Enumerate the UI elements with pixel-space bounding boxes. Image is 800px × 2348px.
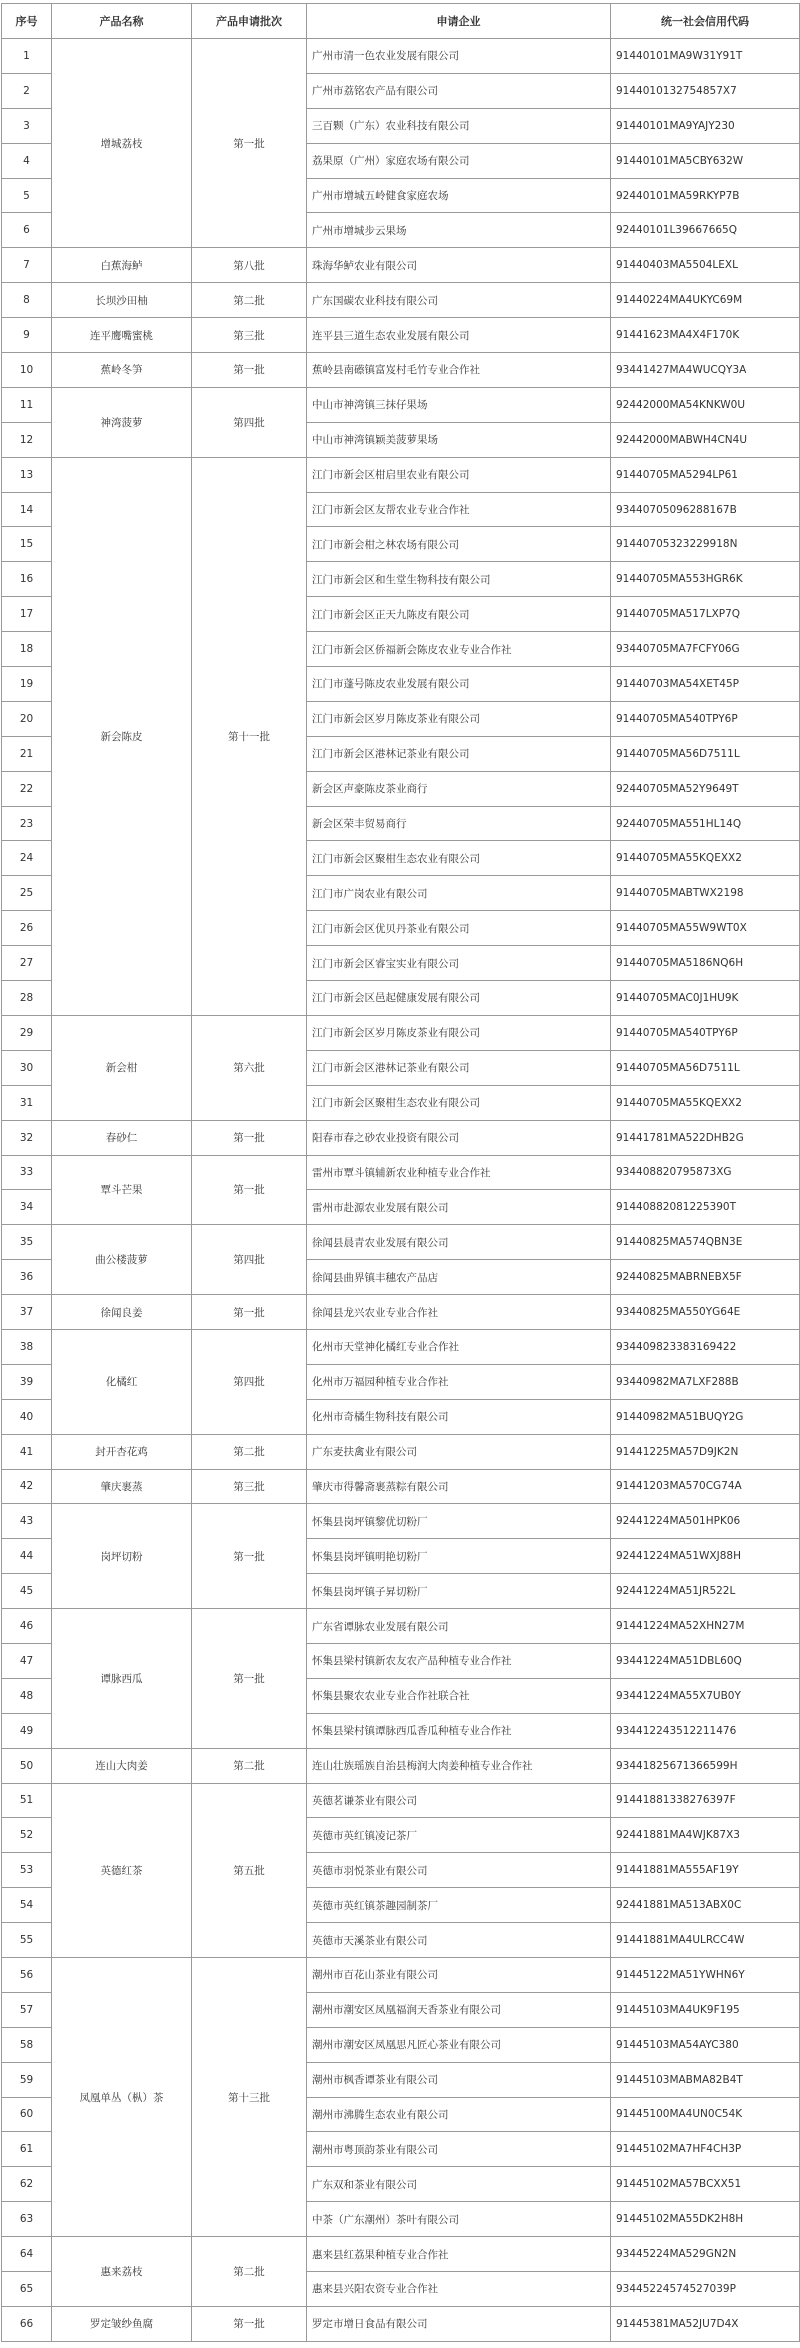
credit-code: 91440403MA5504LEXL xyxy=(611,248,800,283)
applicant-company: 蕉岭县南礤镇富岌村毛竹专业合作社 xyxy=(307,353,611,388)
applicant-company: 惠来县红荔果种植专业合作社 xyxy=(307,2237,611,2272)
applicant-company: 潮州市枫香谭茶业有限公司 xyxy=(307,2062,611,2097)
applicant-company: 江门市新会区港林记茶业有限公司 xyxy=(307,1050,611,1085)
product-name: 增城荔枝 xyxy=(52,39,192,248)
credit-code: 91440705MA55KQEXX2 xyxy=(611,841,800,876)
row-index: 37 xyxy=(2,1295,52,1330)
application-batch: 第二批 xyxy=(192,283,307,318)
application-batch: 第一批 xyxy=(192,353,307,388)
credit-code: 91440705MA5186NQ6H xyxy=(611,946,800,981)
table-row xyxy=(2,1225,800,1260)
row-index: 47 xyxy=(2,1643,52,1678)
applicant-company: 英德市羽悦茶业有限公司 xyxy=(307,1853,611,1888)
credit-code: 934409823383169422 xyxy=(611,1329,800,1364)
applicant-company: 江门市新会柑之林农场有限公司 xyxy=(307,527,611,562)
credit-code: 93441224MA51DBL60Q xyxy=(611,1643,800,1678)
table-row xyxy=(2,2237,800,2272)
row-index: 2 xyxy=(2,73,52,108)
product-name: 曲公楼菠萝 xyxy=(52,1225,192,1295)
applicant-company: 肇庆市得馨斋裹蒸粽有限公司 xyxy=(307,1469,611,1504)
applicant-company: 罗定市增日食品有限公司 xyxy=(307,2306,611,2341)
table-row xyxy=(2,1609,800,1644)
table-row xyxy=(2,1434,800,1469)
product-name: 新会柑 xyxy=(52,1015,192,1120)
table-row xyxy=(2,1015,800,1050)
credit-code: 91440705323229918N xyxy=(611,527,800,562)
row-index: 25 xyxy=(2,876,52,911)
applicant-company: 潮州市潮安区凤凰思凡匠心茶业有限公司 xyxy=(307,2027,611,2062)
credit-code: 91440705MA553HGR6K xyxy=(611,562,800,597)
applicant-company: 江门市新会区睿宝实业有限公司 xyxy=(307,946,611,981)
row-index: 34 xyxy=(2,1190,52,1225)
credit-code: 91440101MA5CBY632W xyxy=(611,143,800,178)
row-index: 15 xyxy=(2,527,52,562)
applicant-company: 英德茗谦茶业有限公司 xyxy=(307,1783,611,1818)
applicant-company: 江门市新会区柑启里农业有限公司 xyxy=(307,457,611,492)
applicant-company: 怀集县聚农农业专业合作社联合社 xyxy=(307,1678,611,1713)
table-header xyxy=(2,4,800,39)
applicant-company: 怀集县岗坪镇黎优切粉厂 xyxy=(307,1504,611,1539)
row-index: 7 xyxy=(2,248,52,283)
header-index: 序号 xyxy=(2,4,52,39)
applicant-company: 广东麦扶禽业有限公司 xyxy=(307,1434,611,1469)
application-batch: 第六批 xyxy=(192,1015,307,1120)
credit-code: 91440101MA9W31Y91T xyxy=(611,39,800,74)
row-index: 36 xyxy=(2,1260,52,1295)
row-index: 38 xyxy=(2,1329,52,1364)
product-name: 长坝沙田柚 xyxy=(52,283,192,318)
row-index: 21 xyxy=(2,736,52,771)
credit-code: 92440705MA52Y9649T xyxy=(611,771,800,806)
applicant-company: 化州市奇橘生物科技有限公司 xyxy=(307,1399,611,1434)
row-index: 28 xyxy=(2,981,52,1016)
applicant-company: 连山壮族瑶族自治县梅润大肉姜种植专业合作社 xyxy=(307,1748,611,1783)
table-row xyxy=(2,387,800,422)
product-name: 白蕉海鲈 xyxy=(52,248,192,283)
table-row xyxy=(2,39,800,74)
product-name: 神湾菠萝 xyxy=(52,387,192,457)
applicant-company: 江门市新会区正天九陈皮有限公司 xyxy=(307,597,611,632)
applicant-company: 江门市新会区邑起健康发展有限公司 xyxy=(307,981,611,1016)
table-row xyxy=(2,1329,800,1364)
applicant-company: 阳春市春之砂农业投资有限公司 xyxy=(307,1120,611,1155)
row-index: 14 xyxy=(2,492,52,527)
row-index: 9 xyxy=(2,318,52,353)
credit-code: 93440982MA7LXF288B xyxy=(611,1364,800,1399)
product-name: 春砂仁 xyxy=(52,1120,192,1155)
applicant-company: 江门市新会区友帮农业专业合作社 xyxy=(307,492,611,527)
product-name: 连山大肉姜 xyxy=(52,1748,192,1783)
application-batch: 第四批 xyxy=(192,1225,307,1295)
credit-code: 91440705MABTWX2198 xyxy=(611,876,800,911)
applicant-company: 徐闻县曲界镇丰穗农产品店 xyxy=(307,1260,611,1295)
applicant-company: 三百颗（广东）农业科技有限公司 xyxy=(307,108,611,143)
row-index: 20 xyxy=(2,701,52,736)
credit-code: 91445103MABMA82B4T xyxy=(611,2062,800,2097)
row-index: 27 xyxy=(2,946,52,981)
credit-code: 91441881338276397F xyxy=(611,1783,800,1818)
row-index: 8 xyxy=(2,283,52,318)
header-credit-code: 统一社会信用代码 xyxy=(611,4,800,39)
row-index: 18 xyxy=(2,632,52,667)
applicant-company: 江门市新会区岁月陈皮茶业有限公司 xyxy=(307,701,611,736)
application-batch: 第二批 xyxy=(192,2237,307,2307)
row-index: 40 xyxy=(2,1399,52,1434)
applicant-company: 江门市新会区港林记茶业有限公司 xyxy=(307,736,611,771)
applicant-company: 广东省谭脉农业发展有限公司 xyxy=(307,1609,611,1644)
credit-code: 91440705MA55W9WT0X xyxy=(611,911,800,946)
applicant-company: 英德市天溪茶业有限公司 xyxy=(307,1923,611,1958)
applicant-company: 广州市清一色农业发展有限公司 xyxy=(307,39,611,74)
credit-code: 92441224MA51JR522L xyxy=(611,1574,800,1609)
applicant-company: 荔果原（广州）家庭农场有限公司 xyxy=(307,143,611,178)
row-index: 57 xyxy=(2,1992,52,2027)
row-index: 31 xyxy=(2,1085,52,1120)
application-batch: 第二批 xyxy=(192,1748,307,1783)
row-index: 17 xyxy=(2,597,52,632)
credit-code: 92441224MA501HPK06 xyxy=(611,1504,800,1539)
row-index: 16 xyxy=(2,562,52,597)
applicant-company: 潮州市潮安区凤凰福润天香茶业有限公司 xyxy=(307,1992,611,2027)
applicant-company: 雷州市覃斗镇辅新农业种植专业合作社 xyxy=(307,1155,611,1190)
row-index: 66 xyxy=(2,2306,52,2341)
credit-code: 91445103MA54AYC380 xyxy=(611,2027,800,2062)
product-name: 谭脉西瓜 xyxy=(52,1609,192,1749)
product-name: 覃斗芒果 xyxy=(52,1155,192,1225)
applicant-company: 广州市增城五岭健食家庭农场 xyxy=(307,178,611,213)
applicant-company: 怀集县岗坪镇明艳切粉厂 xyxy=(307,1539,611,1574)
credit-code: 93440825MA550YG64E xyxy=(611,1295,800,1330)
row-index: 32 xyxy=(2,1120,52,1155)
row-index: 61 xyxy=(2,2132,52,2167)
header-row xyxy=(2,4,800,39)
credit-code: 91445102MA55DK2H8H xyxy=(611,2202,800,2237)
applicant-company: 潮州市百花山茶业有限公司 xyxy=(307,1957,611,1992)
application-batch: 第一批 xyxy=(192,1120,307,1155)
credit-code: 91441203MA570CG74A xyxy=(611,1469,800,1504)
credit-code: 91440705MA5294LP61 xyxy=(611,457,800,492)
product-name: 凤凰单丛（枞）茶 xyxy=(52,1957,192,2236)
row-index: 45 xyxy=(2,1574,52,1609)
credit-code: 92440101MA59RKYP7B xyxy=(611,178,800,213)
table-row xyxy=(2,353,800,388)
row-index: 48 xyxy=(2,1678,52,1713)
row-index: 12 xyxy=(2,422,52,457)
row-index: 10 xyxy=(2,353,52,388)
row-index: 1 xyxy=(2,39,52,74)
credit-code: 91440882081225390T xyxy=(611,1190,800,1225)
applicant-company: 江门市新会区侨福新会陈皮农业专业合作社 xyxy=(307,632,611,667)
credit-code: 93441427MA4WUCQY3A xyxy=(611,353,800,388)
credit-code: 91440705MA55KQEXX2 xyxy=(611,1085,800,1120)
row-index: 64 xyxy=(2,2237,52,2272)
credit-code: 91440705MA540TPY6P xyxy=(611,701,800,736)
row-index: 33 xyxy=(2,1155,52,1190)
applicant-company: 惠来县兴阳农资专业合作社 xyxy=(307,2272,611,2307)
applicant-company: 江门市广岗农业有限公司 xyxy=(307,876,611,911)
table-row xyxy=(2,1295,800,1330)
row-index: 30 xyxy=(2,1050,52,1085)
row-index: 53 xyxy=(2,1853,52,1888)
product-name: 岗坪切粉 xyxy=(52,1504,192,1609)
table-row xyxy=(2,248,800,283)
applicant-company: 广东国碳农业科技有限公司 xyxy=(307,283,611,318)
credit-code: 91445103MA4UK9F195 xyxy=(611,1992,800,2027)
table-body xyxy=(2,39,800,2342)
table-row xyxy=(2,1748,800,1783)
applicant-company: 徐闻县晨青农业发展有限公司 xyxy=(307,1225,611,1260)
header-batch: 产品申请批次 xyxy=(192,4,307,39)
credit-code: 92440101L39667665Q xyxy=(611,213,800,248)
applicant-company: 江门市新会区优贝丹茶业有限公司 xyxy=(307,911,611,946)
table-row xyxy=(2,1120,800,1155)
row-index: 6 xyxy=(2,213,52,248)
row-index: 13 xyxy=(2,457,52,492)
credit-code: 92441881MA513ABX0C xyxy=(611,1888,800,1923)
applicant-company: 江门市蓬号陈皮农业发展有限公司 xyxy=(307,667,611,702)
row-index: 43 xyxy=(2,1504,52,1539)
table-row xyxy=(2,1469,800,1504)
row-index: 19 xyxy=(2,667,52,702)
row-index: 35 xyxy=(2,1225,52,1260)
applicant-company: 广州市荔铭农产品有限公司 xyxy=(307,73,611,108)
table-row xyxy=(2,318,800,353)
applicant-company: 化州市天堂神化橘红专业合作社 xyxy=(307,1329,611,1364)
application-batch: 第十三批 xyxy=(192,1957,307,2236)
applicant-company: 英德市英红镇茶趣园制茶厂 xyxy=(307,1888,611,1923)
row-index: 26 xyxy=(2,911,52,946)
application-batch: 第二批 xyxy=(192,1434,307,1469)
product-name: 化橘红 xyxy=(52,1329,192,1434)
credit-code: 91441224MA52XHN27M xyxy=(611,1609,800,1644)
product-name: 封开杏花鸡 xyxy=(52,1434,192,1469)
row-index: 56 xyxy=(2,1957,52,1992)
credit-code: 9144010132754857X7 xyxy=(611,73,800,108)
application-batch: 第四批 xyxy=(192,1329,307,1434)
credit-code: 91440705MA56D7511L xyxy=(611,736,800,771)
row-index: 62 xyxy=(2,2167,52,2202)
row-index: 52 xyxy=(2,1818,52,1853)
credit-code: 92440705MA551HL14Q xyxy=(611,806,800,841)
row-index: 42 xyxy=(2,1469,52,1504)
credit-code: 91441225MA57D9JK2N xyxy=(611,1434,800,1469)
credit-code: 93445224574527039P xyxy=(611,2272,800,2307)
credit-code: 91441881MA4ULRCC4W xyxy=(611,1923,800,1958)
header-company: 申请企业 xyxy=(307,4,611,39)
credit-code: 91441623MA4X4F170K xyxy=(611,318,800,353)
applicant-company: 连平县三道生态农业发展有限公司 xyxy=(307,318,611,353)
credit-code: 93445224MA529GN2N xyxy=(611,2237,800,2272)
row-index: 50 xyxy=(2,1748,52,1783)
applicant-company: 潮州市沸腾生态农业有限公司 xyxy=(307,2097,611,2132)
applicant-company: 潮州市粤顶韵茶业有限公司 xyxy=(307,2132,611,2167)
credit-code: 91445100MA4UN0C54K xyxy=(611,2097,800,2132)
applicant-company: 江门市新会区聚柑生态农业有限公司 xyxy=(307,841,611,876)
application-batch: 第一批 xyxy=(192,2306,307,2341)
applicant-company: 中茶（广东潮州）茶叶有限公司 xyxy=(307,2202,611,2237)
credit-code: 91440825MA574QBN3E xyxy=(611,1225,800,1260)
product-name: 肇庆裹蒸 xyxy=(52,1469,192,1504)
row-index: 49 xyxy=(2,1713,52,1748)
credit-code: 93441224MA55X7UB0Y xyxy=(611,1678,800,1713)
application-batch: 第一批 xyxy=(192,39,307,248)
credit-code: 93440705MA7FCFY06G xyxy=(611,632,800,667)
credit-code: 93440705096288167B xyxy=(611,492,800,527)
header-product: 产品名称 xyxy=(52,4,192,39)
credit-code: 92442000MABWH4CN4U xyxy=(611,422,800,457)
table-row xyxy=(2,1155,800,1190)
application-batch: 第十一批 xyxy=(192,457,307,1015)
row-index: 60 xyxy=(2,2097,52,2132)
applicant-company: 新会区声豪陈皮茶业商行 xyxy=(307,771,611,806)
application-batch: 第一批 xyxy=(192,1155,307,1225)
table-row xyxy=(2,1783,800,1818)
product-name: 蕉岭冬笋 xyxy=(52,353,192,388)
credit-code: 91440982MA51BUQY2G xyxy=(611,1399,800,1434)
credit-code: 934408820795873XG xyxy=(611,1155,800,1190)
credit-code: 92440825MABRNEBX5F xyxy=(611,1260,800,1295)
applicant-company: 徐闻县龙兴农业专业合作社 xyxy=(307,1295,611,1330)
row-index: 54 xyxy=(2,1888,52,1923)
applicant-company: 江门市新会区岁月陈皮茶业有限公司 xyxy=(307,1015,611,1050)
applicant-company: 中山市神湾镇颖美菠萝果场 xyxy=(307,422,611,457)
applicant-company: 化州市万福园种植专业合作社 xyxy=(307,1364,611,1399)
applicant-company: 雷州市赴源农业发展有限公司 xyxy=(307,1190,611,1225)
row-index: 5 xyxy=(2,178,52,213)
row-index: 11 xyxy=(2,387,52,422)
credit-code: 934412243512211476 xyxy=(611,1713,800,1748)
credit-code: 92441224MA51WXJ88H xyxy=(611,1539,800,1574)
row-index: 63 xyxy=(2,2202,52,2237)
applicant-company: 中山市神湾镇三抹仔果场 xyxy=(307,387,611,422)
applicant-company: 珠海华鲈农业有限公司 xyxy=(307,248,611,283)
product-name: 惠来荔枝 xyxy=(52,2237,192,2307)
table-row xyxy=(2,283,800,318)
application-batch: 第八批 xyxy=(192,248,307,283)
credit-code: 91440705MA540TPY6P xyxy=(611,1015,800,1050)
table-row xyxy=(2,457,800,492)
applicant-company: 广州市增城步云果场 xyxy=(307,213,611,248)
row-index: 24 xyxy=(2,841,52,876)
credit-code: 93441825671366599H xyxy=(611,1748,800,1783)
credit-code: 91445381MA52JU7D4X xyxy=(611,2306,800,2341)
row-index: 29 xyxy=(2,1015,52,1050)
applicant-company: 怀集县梁村镇新农友农产品种植专业合作社 xyxy=(307,1643,611,1678)
row-index: 58 xyxy=(2,2027,52,2062)
row-index: 51 xyxy=(2,1783,52,1818)
credit-code: 91445122MA51YWHN6Y xyxy=(611,1957,800,1992)
row-index: 59 xyxy=(2,2062,52,2097)
table-row xyxy=(2,1504,800,1539)
row-index: 3 xyxy=(2,108,52,143)
application-batch: 第一批 xyxy=(192,1609,307,1749)
applicant-company: 新会区荣丰贸易商行 xyxy=(307,806,611,841)
application-batch: 第一批 xyxy=(192,1295,307,1330)
application-batch: 第一批 xyxy=(192,1504,307,1609)
row-index: 65 xyxy=(2,2272,52,2307)
applicant-company: 怀集县梁村镇谭脉西瓜香瓜种植专业合作社 xyxy=(307,1713,611,1748)
row-index: 41 xyxy=(2,1434,52,1469)
credit-code: 91441881MA555AF19Y xyxy=(611,1853,800,1888)
credit-code: 92442000MA54KNKW0U xyxy=(611,387,800,422)
applicant-company: 江门市新会区和生堂生物科技有限公司 xyxy=(307,562,611,597)
applicant-company: 怀集县岗坪镇子昇切粉厂 xyxy=(307,1574,611,1609)
product-name: 英德红茶 xyxy=(52,1783,192,1957)
product-name: 徐闻良姜 xyxy=(52,1295,192,1330)
row-index: 23 xyxy=(2,806,52,841)
row-index: 55 xyxy=(2,1923,52,1958)
product-name: 新会陈皮 xyxy=(52,457,192,1015)
product-name: 连平鹰嘴蜜桃 xyxy=(52,318,192,353)
row-index: 4 xyxy=(2,143,52,178)
application-batch: 第四批 xyxy=(192,387,307,457)
product-name: 罗定皱纱鱼腐 xyxy=(52,2306,192,2341)
credit-code: 91440101MA9YAJY230 xyxy=(611,108,800,143)
application-batch: 第五批 xyxy=(192,1783,307,1957)
credit-code: 91440703MA54XET45P xyxy=(611,667,800,702)
row-index: 39 xyxy=(2,1364,52,1399)
table-row xyxy=(2,2306,800,2341)
registration-table xyxy=(1,3,800,2342)
credit-code: 91440224MA4UKYC69M xyxy=(611,283,800,318)
credit-code: 91445102MA7HF4CH3P xyxy=(611,2132,800,2167)
row-index: 44 xyxy=(2,1539,52,1574)
credit-code: 91441781MA522DHB2G xyxy=(611,1120,800,1155)
credit-code: 91440705MAC0J1HU9K xyxy=(611,981,800,1016)
table-row xyxy=(2,1957,800,1992)
row-index: 46 xyxy=(2,1609,52,1644)
credit-code: 91440705MA517LXP7Q xyxy=(611,597,800,632)
applicant-company: 英德市英红镇凌记茶厂 xyxy=(307,1818,611,1853)
credit-code: 91440705MA56D7511L xyxy=(611,1050,800,1085)
credit-code: 92441881MA4WJK87X3 xyxy=(611,1818,800,1853)
application-batch: 第三批 xyxy=(192,318,307,353)
applicant-company: 广东双和茶业有限公司 xyxy=(307,2167,611,2202)
row-index: 22 xyxy=(2,771,52,806)
credit-code: 91445102MA57BCXX51 xyxy=(611,2167,800,2202)
application-batch: 第三批 xyxy=(192,1469,307,1504)
applicant-company: 江门市新会区聚柑生态农业有限公司 xyxy=(307,1085,611,1120)
